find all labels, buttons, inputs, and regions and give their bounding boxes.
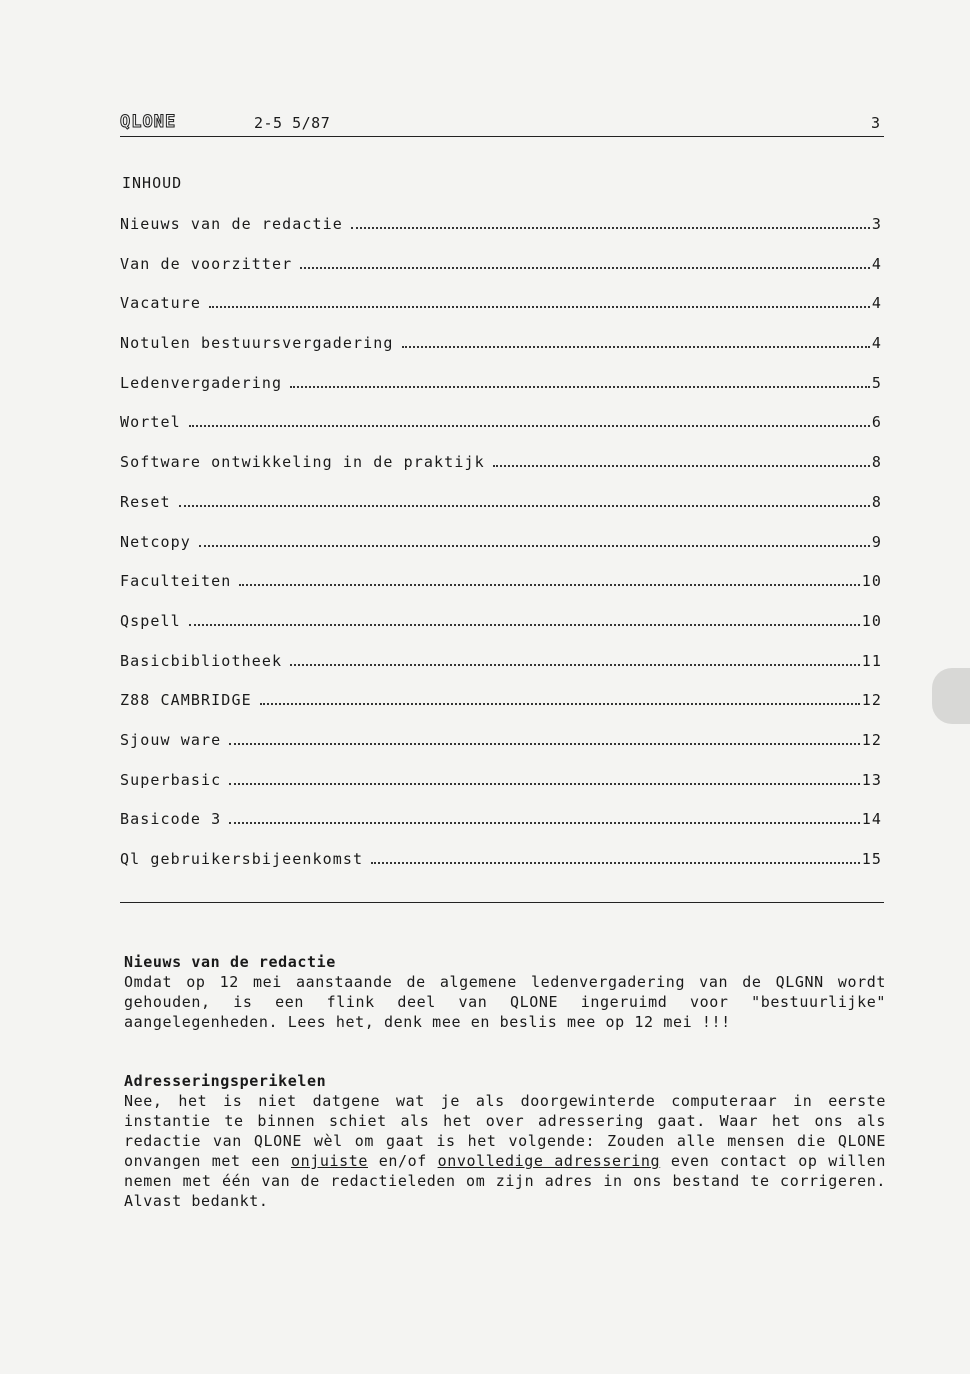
scan-edge-mark: [932, 668, 970, 724]
toc-entry-label: Superbasic: [120, 770, 222, 789]
toc-entry-label: Faculteiten: [120, 572, 232, 591]
toc-entry-label: Vacature: [120, 294, 202, 313]
toc-entry-page: 13: [861, 770, 882, 789]
toc-leader-dots: [199, 530, 870, 547]
toc-entry-label: Basicode 3: [120, 810, 222, 829]
toc-entry: [120, 450, 882, 490]
toc-leader-dots: [290, 371, 870, 388]
toc-entry-page: 8: [871, 492, 882, 511]
masthead-logo: QLONE: [120, 112, 177, 132]
toc-leader-dots: [179, 490, 870, 507]
toc-entry: [120, 569, 882, 609]
toc-entry-page: 4: [871, 294, 882, 313]
body-text: en/of: [368, 1152, 438, 1170]
toc-entry-label: Van de voorzitter: [120, 254, 293, 273]
issue-number: 2-5 5/87: [254, 114, 331, 132]
toc-entry-page: 10: [861, 572, 882, 591]
toc-entry: [120, 609, 882, 649]
toc-entry-page: 4: [871, 254, 882, 273]
toc-entry: [120, 212, 882, 252]
article-heading: Adresseringsperikelen: [124, 1072, 327, 1090]
toc-leader-dots: [229, 728, 859, 745]
toc-leader-dots: [239, 569, 859, 586]
body-text: even contact op willen nemen met één van de redactieleden om zijn adres in ons bestand te corrigeren. Alvast bedankt.: [124, 1152, 886, 1210]
toc-entry-label: Notulen bestuursvergadering: [120, 334, 394, 353]
article-heading: Nieuws van de redactie: [124, 953, 336, 971]
toc-entry-label: Software ontwikkeling in de praktijk: [120, 453, 485, 472]
toc-entry-label: Nieuws van de redactie: [120, 215, 343, 233]
toc-leader-dots: [260, 688, 860, 705]
toc-entry: [120, 252, 882, 292]
toc-entry-page: 4: [871, 334, 882, 353]
toc-leader-dots: [290, 649, 860, 666]
toc-leader-dots: [402, 331, 870, 348]
toc-entry-label: Sjouw ware: [120, 730, 222, 749]
toc-entry: [120, 847, 882, 887]
toc-leader-dots: [351, 212, 870, 229]
toc-entry-label: Z88 CAMBRIDGE: [120, 691, 252, 710]
toc-entry-page: 6: [871, 413, 882, 432]
toc-entry-page: 10: [861, 611, 882, 630]
toc-entry: [120, 688, 882, 728]
toc-entry-page: 3: [871, 215, 882, 233]
toc-entry-page: 11: [861, 651, 882, 670]
toc-entry: [120, 649, 882, 689]
toc-entry-page: 15: [861, 850, 882, 868]
toc-entry: [120, 768, 882, 808]
toc-entry-page: 12: [861, 691, 882, 710]
toc-entry: [120, 291, 882, 331]
toc-entry-label: Netcopy: [120, 532, 191, 551]
toc-entry-label: Basicbibliotheek: [120, 651, 283, 670]
toc-entry: [120, 807, 882, 847]
toc-entry: [120, 410, 882, 450]
underlined-text: onvolledige adressering: [437, 1152, 661, 1170]
toc-entry-page: 5: [871, 373, 882, 392]
article-body: Omdat op 12 mei aanstaande de algemene ledenvergadering van de QLGNN wordt gehouden, is een flink deel van QLONE ingeruimd voor "bestuurlijke" aangelegenheden. Lees het, denk mee en beslis mee op 12 mei !!!: [124, 973, 886, 1031]
toc-entry-page: 9: [871, 532, 882, 551]
toc-entry: [120, 728, 882, 768]
toc-entry: [120, 490, 882, 530]
article-address: [124, 1071, 886, 1211]
section-divider: [120, 902, 884, 903]
toc-leader-dots: [189, 609, 860, 626]
toc-entry-label: Reset: [120, 492, 171, 511]
underlined-text: onjuiste: [290, 1152, 368, 1170]
toc-leader-dots: [371, 847, 860, 864]
toc-entry-label: Ql gebruikersbijeenkomst: [120, 850, 364, 868]
toc-entry-label: Ledenvergadering: [120, 373, 283, 392]
toc-leader-dots: [229, 807, 859, 824]
toc-entry: [120, 371, 882, 411]
toc-leader-dots: [300, 252, 870, 269]
toc-entry-label: Qspell: [120, 611, 181, 630]
toc-entry: [120, 331, 882, 371]
toc-leader-dots: [229, 768, 859, 785]
body-text: Nee, het is niet datgene wat je als doorgewinterde computeraar in eerste instantie te binnen schiet als het over adressering gaat. Waar het ons als redactie van QLONE wèl om gaat is het volgende: Zouden alle mensen die QLONE onvangen met een: [124, 1092, 886, 1170]
toc-leader-dots: [493, 450, 870, 467]
toc-title: INHOUD: [122, 174, 183, 192]
article-body: [124, 1091, 886, 1211]
toc-leader-dots: [209, 291, 870, 308]
toc-entry-page: 12: [861, 730, 882, 749]
page-header: [120, 112, 884, 137]
article-news: [124, 952, 886, 1032]
toc-entry: [120, 530, 882, 570]
page-number: 3: [870, 114, 880, 132]
toc-leader-dots: [189, 410, 870, 427]
toc-entry-page: 14: [861, 810, 882, 829]
toc-entry-label: Wortel: [120, 413, 181, 432]
toc-entry-page: 8: [871, 453, 882, 472]
table-of-contents: [120, 212, 882, 887]
